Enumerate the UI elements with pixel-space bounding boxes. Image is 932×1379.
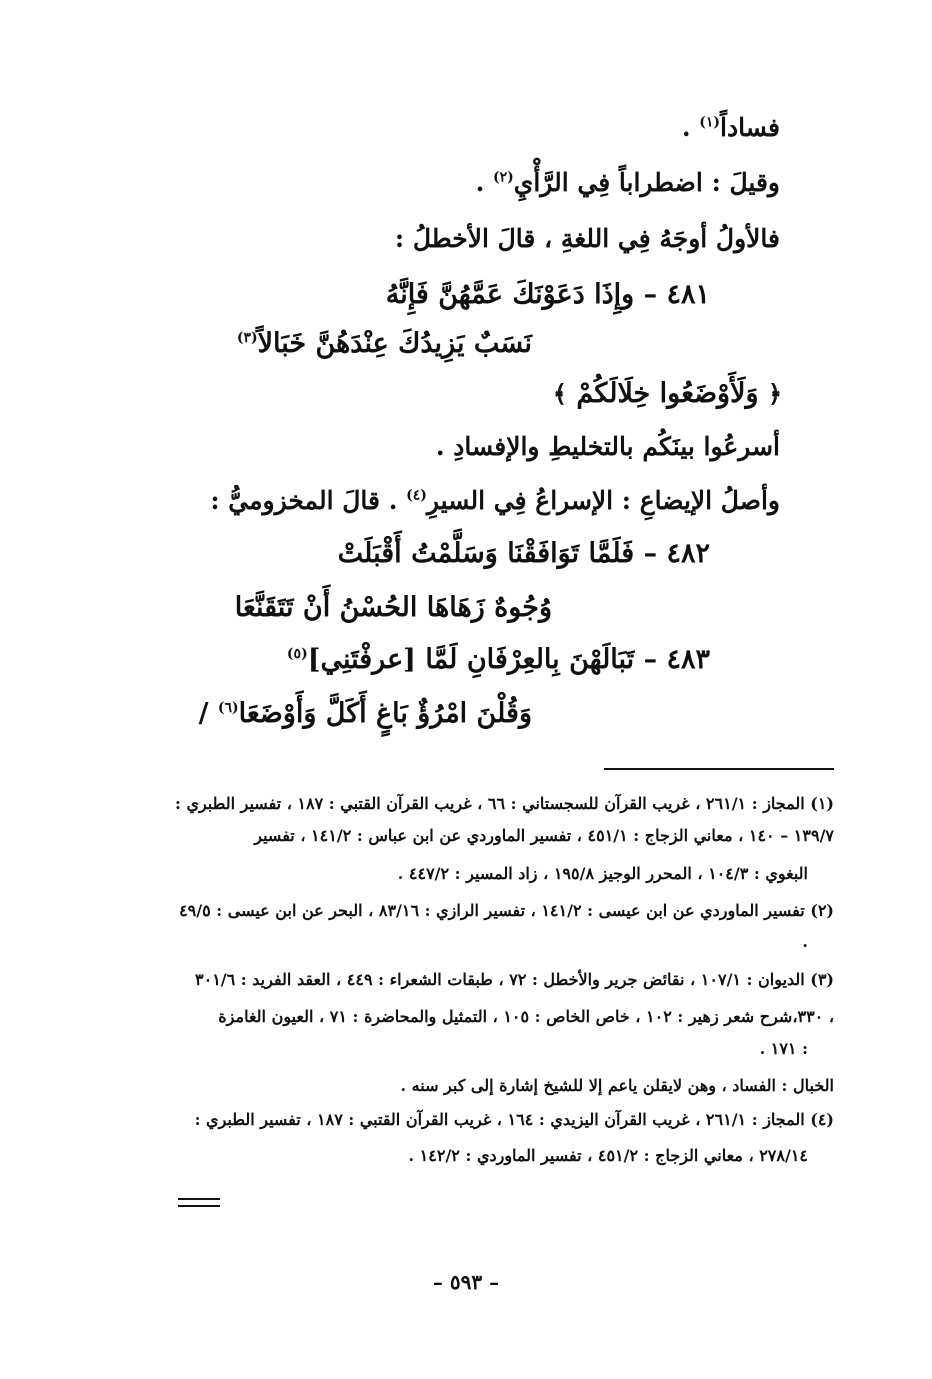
continuation-mark — [178, 1198, 220, 1207]
text-line-2 — [476, 166, 780, 200]
verse-482-first-half: ٤٨٢ – فَلَمَّا تَوَافَقْنَا وَسَلَّمْتُ أَقْبَلَتْ — [337, 538, 710, 569]
text-line-1-end: . — [681, 113, 700, 142]
verse-483-second-half — [199, 696, 532, 732]
text-line-3: فالأولُ أوجَهُ فِي اللغةِ ، قالَ الأخطلُ : — [394, 224, 780, 253]
footnote-ref-6[interactable]: (٦) — [217, 700, 239, 716]
quran-verse-text: وَلَأَوْضَعُوا خِلَالَكُمْ — [576, 378, 759, 409]
footnote-1-line-1: (١) المجاز : ٢٦١/١ ، غريب القرآن للسجستاني : ٦٦ ، غريب القرآن القتبي : ١٨٧ ، تفسير الطبري : — [174, 794, 834, 813]
page-number: – ٥٩٣ – — [432, 1270, 500, 1294]
quran-quote — [553, 376, 782, 412]
footnote-ref-1[interactable]: (١) — [699, 114, 721, 131]
text-line-2-body: وقيلَ : اضطراباً فِي الرَّأْيِ — [513, 168, 780, 197]
text-line-asl — [210, 484, 780, 518]
footnote-separator — [604, 768, 834, 770]
footnote-ref-2[interactable]: (٢) — [493, 169, 514, 186]
footnote-2-line-1: (٢) تفسير الماوردي عن ابن عيسى : ١٤١/٢ ، تفسير الرازي : ٨٣/١٦ ، البحر عن ابن عيسى : ٤٩/٥ — [179, 901, 834, 920]
text-line-2-end: . — [475, 168, 494, 197]
footnote-3-line-3: : ١٧١ . — [759, 1039, 808, 1058]
verse-483-first-half — [287, 642, 710, 678]
verse-483-first-half-body: ٤٨٣ – تَبَالَهْنَ بِالعِرْفَانِ لَمَّا [عرفْتَنِي] — [307, 644, 710, 675]
text-line-asra: أسرعُوا بينَكُم بالتخليطِ والإفسادِ . — [435, 432, 780, 461]
verse-481-first-half: ٤٨١ – وإِذَا دَعَوْنَكَ عَمَّهُنَّ فَإِنَّهُ — [385, 279, 710, 310]
quran-bracket-close: ﴾ — [552, 379, 567, 408]
text-line-1-body: فساداً — [720, 113, 780, 142]
footnote-ref-5[interactable]: (٥) — [286, 646, 308, 662]
verse-483-second-half-body: وَقُلْنَ امْرُؤٌ بَاغٍ أَكَلَّ وَأَوْضَعَا — [238, 698, 532, 729]
verse-481-second-half — [237, 326, 532, 362]
footnote-ref-4[interactable]: (٤) — [406, 487, 427, 504]
verse-483-slash: / — [198, 698, 218, 729]
text-line-asl-body: وأصلُ الإيضاعِ : الإسراعُ فِي السيرِ — [426, 486, 780, 515]
footnote-ref-3[interactable]: (٣) — [236, 330, 258, 346]
verse-481-second-half-body: نَسَبٌ يَزِيدُكَ عِنْدَهُنَّ خَبَالاً — [257, 328, 532, 359]
text-line-1 — [682, 111, 780, 145]
verse-482-second-half: وُجُوهٌ زَهَاهَا الحُسْنُ أَنْ تَتَقَنَّعَا — [234, 592, 552, 623]
footnote-1-line-3: البغوي : ١٠٤/٣ ، المحرر الوجيز ١٩٥/٨ ، زاد المسير : ٤٤٧/٢ . — [397, 864, 808, 883]
quran-bracket-open: ﴿ — [767, 379, 782, 408]
footnote-4-line-1: (٤) المجاز : ٢٦١/١ ، غريب القرآن اليزيدي : ١٦٤ ، غريب القرآن القتبي : ١٨٧ ، تفسير الطبري : — [194, 1110, 834, 1129]
footnote-2-line-2: . — [802, 932, 808, 951]
text-line-asl-end: . قالَ المخزوميُّ : — [210, 486, 407, 515]
footnote-3-line-2: ، ٣٣٠،شرح شعر زهير : ١٠٢ ، خاص الخاص : ١٠٥ ، التمثيل والمحاضرة : ٧١ ، العيون الغامزة — [218, 1007, 834, 1026]
footnote-3-line-1: (٣) الديوان : ١٠٧/١ ، نقائض جرير والأخطل : ٧٢ ، طبقات الشعراء : ٤٤٩ ، العقد الفريد : ٣٠١/٦ — [195, 970, 834, 989]
footnote-1-line-2: ١٣٩/٧ – ١٤٠ ، معاني الزجاج : ٤٥١/١ ، تفسير الماوردي عن ابن عباس : ١٤١/٢ ، تفسير — [254, 826, 834, 845]
footnote-3-line-4: الخبال : الفساد ، وهن لايقلن ياعم إلا للشيخ إشارة إلى كبر سنه . — [400, 1076, 834, 1095]
footnote-4-line-2: ٢٧٨/١٤ ، معاني الزجاج : ٤٥١/٢ ، تفسير الماوردي : ١٤٢/٢ . — [408, 1146, 808, 1165]
